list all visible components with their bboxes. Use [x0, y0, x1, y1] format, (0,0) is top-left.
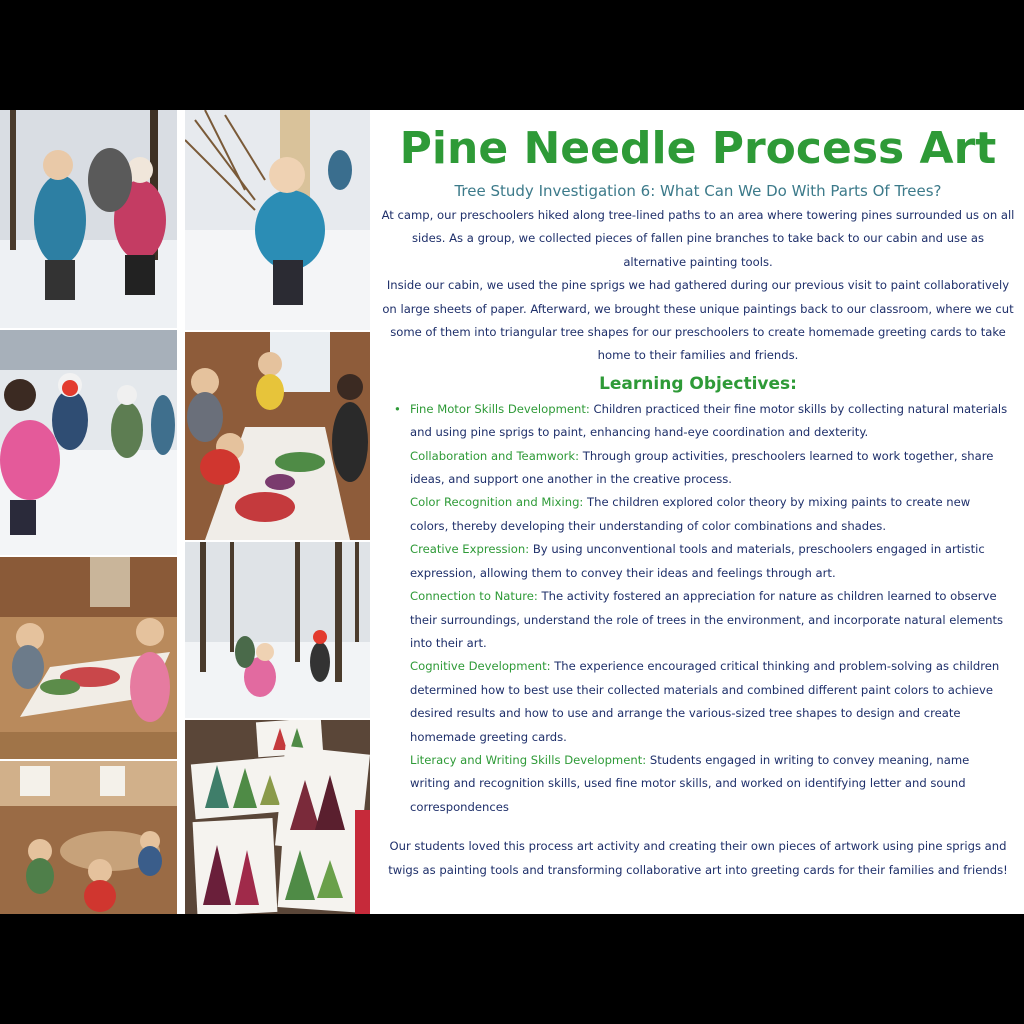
photo-children-collecting-branches: [0, 330, 177, 555]
intro-paragraph-2: Inside our cabin, we used the pine sprigs we had gathered during our previous visit to paint collaboratively on large sheets of paper. Afterward, we brought these unique paintings back to our classroom, where we cut some of them into triangular tree shapes for our preschoolers to create homemade greeting cards to take home to their families and friends.: [382, 278, 1014, 363]
objective-item: [410, 749, 1012, 819]
objective-term: Connection to Nature:: [410, 589, 538, 604]
objective-text: The children explored color theory by mixing paints to create new colors, thereby developing their understanding of color combinations and shades.: [410, 495, 971, 533]
objective-item: [410, 585, 1012, 655]
objective-item: [410, 655, 1012, 749]
photo-children-painting-at-table: [0, 557, 177, 759]
objectives-list: [372, 398, 1024, 819]
objective-term: Collaboration and Teamwork:: [410, 448, 580, 463]
photo-tree-greeting-cards: [185, 720, 370, 914]
intro-paragraph-1: At camp, our preschoolers hiked along tree-lined paths to an area where towering pines surrounded us on all sides. As a group, we collected pieces of fallen pine branches to take back to our cabin and use as alternative painting tools.: [381, 208, 1015, 269]
page-title: Pine Needle Process Art: [399, 123, 997, 174]
objective-term: Fine Motor Skills Development:: [410, 401, 590, 416]
objective-text: By using unconventional tools and materials, preschoolers engaged in artistic expression, allowing them to convey their ideas and feelings through art.: [410, 542, 985, 580]
objective-item: [394, 398, 1012, 445]
bullet-icon: •: [394, 401, 401, 416]
objectives-heading: Learning Objectives:: [599, 373, 797, 394]
article-text: [372, 110, 1024, 914]
flyer-page: [0, 110, 1024, 914]
objective-term: Cognitive Development:: [410, 659, 551, 674]
photo-child-holding-pine-branch: [185, 110, 370, 330]
photo-children-in-snowy-woods: [0, 110, 177, 328]
objective-term: Literacy and Writing Skills Development:: [410, 752, 647, 767]
photo-painting-with-pine-sprigs: [185, 332, 370, 540]
page-subtitle: Tree Study Investigation 6: What Can We Do With Parts Of Trees?: [454, 182, 942, 200]
objective-item: [410, 491, 1012, 538]
closing-paragraph: Our students loved this process art activity and creating their own pieces of artwork using pine sprigs and twigs as painting tools and transforming collaborative art into greeting cards for their families and friends!: [388, 839, 1008, 877]
objective-text: The experience encouraged critical thinking and problem-solving as children determined how to best use their collected materials and combined different paint colors to achieve desired results and how to use and arrange the various-sized tree shapes to design and create homemade greeting cards.: [410, 659, 1000, 744]
photo-children-in-winter-forest: [185, 542, 370, 718]
objective-text: Through group activities, preschoolers learned to work together, share ideas, and support one another in the creative process.: [410, 448, 994, 487]
photo-classroom-group: [0, 761, 177, 914]
objective-text: Students engaged in writing to convey meaning, name writing and recognition skills, used fine motor skills, and worked on identifying letter and sound correspondences: [410, 752, 970, 814]
objective-item: [410, 445, 1012, 492]
objective-item: [410, 538, 1012, 585]
objective-term: Creative Expression:: [410, 542, 530, 557]
objective-term: Color Recognition and Mixing:: [410, 495, 584, 510]
objective-text: The activity fostered an appreciation for nature as children learned to observe their surroundings, understand the role of trees in the environment, and incorporate natural elements into their art.: [410, 589, 1004, 650]
objective-text: Children practiced their fine motor skills by collecting natural materials and using pine sprigs to paint, enhancing hand-eye coordination and dexterity.: [410, 401, 1008, 440]
